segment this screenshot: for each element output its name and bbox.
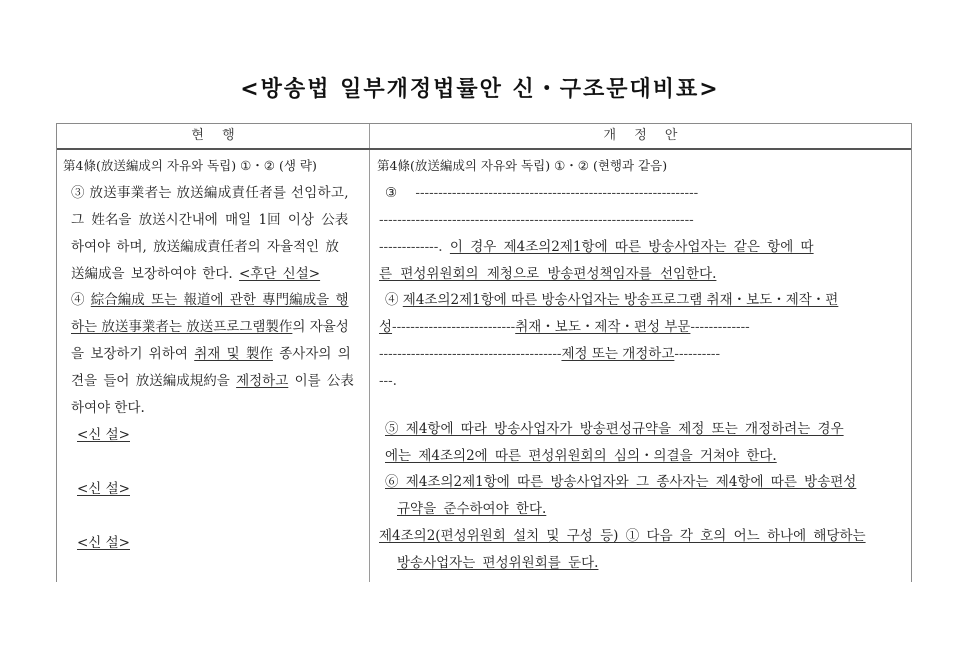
current-underlined-text: 취재 및 製作 [194, 346, 273, 362]
unchanged-dash-line: -------------. [379, 239, 443, 255]
current-line: 하여야 한다. [71, 400, 145, 416]
current-text: 종사자의 의 [279, 346, 351, 362]
current-line [71, 318, 349, 336]
current-underlined-text: 하는 放送事業者는 放送프로그램製作 [71, 319, 293, 335]
current-line [71, 291, 349, 309]
current-text: 견을 들어 放送編成規約을 [71, 373, 230, 389]
amended-underlined-text: 이 경우 제4조의2제1항에 따른 방송사업자는 같은 항에 따 [449, 239, 814, 255]
current-text: 의 자율성 [292, 319, 349, 335]
unchanged-dash-line: ---------------------------------------- [379, 346, 562, 362]
table-header-row [57, 124, 911, 150]
current-line: 그 姓名을 放送시간내에 매일 1回 이상 公表 [71, 212, 349, 228]
amended-line [385, 291, 838, 309]
amended-line [379, 345, 720, 363]
later-clause-new-marker: <후단 신설> [239, 266, 321, 282]
amended-underlined-text: 규약을 준수하여야 한다. [397, 501, 547, 517]
amended-underlined-text: 제4조의2제1항에 따른 방송사업자는 방송프로그램 취재・보도・제작・편 [402, 292, 839, 308]
amended-line [379, 318, 750, 336]
amended-line [379, 238, 814, 256]
current-line [71, 345, 351, 363]
current-line: 하여야 하며, 放送編成責任者의 자율적인 放 [71, 239, 339, 255]
current-article-heading: 第4條(放送編成의 자유와 독립) ①・② (생 략) [63, 158, 317, 173]
current-text: 을 보장하기 위하여 [71, 346, 188, 362]
comparison-table [56, 123, 912, 582]
amended-text: ④ [385, 292, 399, 308]
column-divider [369, 124, 370, 582]
unchanged-dash-line: --------------------------- [392, 319, 516, 335]
current-underlined-text: 제정하고 [236, 373, 289, 389]
unchanged-dash-line: ---------- [674, 346, 721, 362]
current-line [71, 265, 320, 283]
new-provision-marker: <신 설> [77, 427, 130, 443]
amended-underlined-text: 제정 또는 개정하고 [561, 346, 675, 362]
amended-underlined-text: 방송사업자는 편성위원회를 둔다. [397, 555, 599, 571]
unchanged-dash-line: -------------------------------------------------------------- [415, 185, 699, 201]
current-underlined-text: 綜合編成 또는 報道에 관한 專門編成을 행 [90, 292, 349, 308]
amended-underlined-text: ⑤ 제4항에 따라 방송사업자가 방송편성규약을 제정 또는 개정하려는 경우 [385, 421, 844, 437]
unchanged-dash-line: ------------- [690, 319, 750, 335]
amended-text: ③ [385, 185, 398, 201]
new-provision-marker: <신 설> [77, 481, 130, 497]
header-amended: 개 정 안 [603, 128, 678, 143]
current-line: ③ 放送事業者는 放送編成責任者를 선임하고, [71, 185, 349, 201]
amended-underlined-text: ⑥ 제4조의2제1항에 따른 방송사업자와 그 종사자는 제4항에 따른 방송편성 [385, 474, 857, 490]
unchanged-dash-line: --------------------------------------------------------------------- [379, 212, 694, 228]
new-provision-marker: <신 설> [77, 535, 130, 551]
unchanged-dash-line: ---. [379, 373, 397, 389]
current-text: ④ [71, 292, 85, 308]
amended-article-heading: 第4條(放送編成의 자유와 독립) ①・② (현행과 같음) [377, 158, 668, 173]
new-article-heading: 제4조의2(편성위원회 설치 및 구성 등) ① 다음 각 호의 어느 하나에 해당하는 [379, 528, 866, 544]
amended-underlined-text: 취재・보도・제작・편성 부문 [515, 319, 691, 335]
amended-underlined-text: 에는 제4조의2에 따른 편성위원회의 심의・의결을 거쳐야 한다. [385, 448, 777, 464]
amended-underlined-text: 성 [379, 319, 393, 335]
current-line [71, 372, 354, 390]
header-current: 현 행 [191, 128, 235, 143]
current-text: 이를 公表 [294, 373, 354, 389]
amended-line [385, 184, 698, 202]
current-text: 送編成을 보장하여야 한다. [71, 266, 233, 282]
document-title: <방송법 일부개정법률안 신・구조문대비표> [240, 77, 720, 102]
amended-underlined-text: 른 편성위원회의 제청으로 방송편성책임자를 선임한다. [379, 266, 717, 282]
